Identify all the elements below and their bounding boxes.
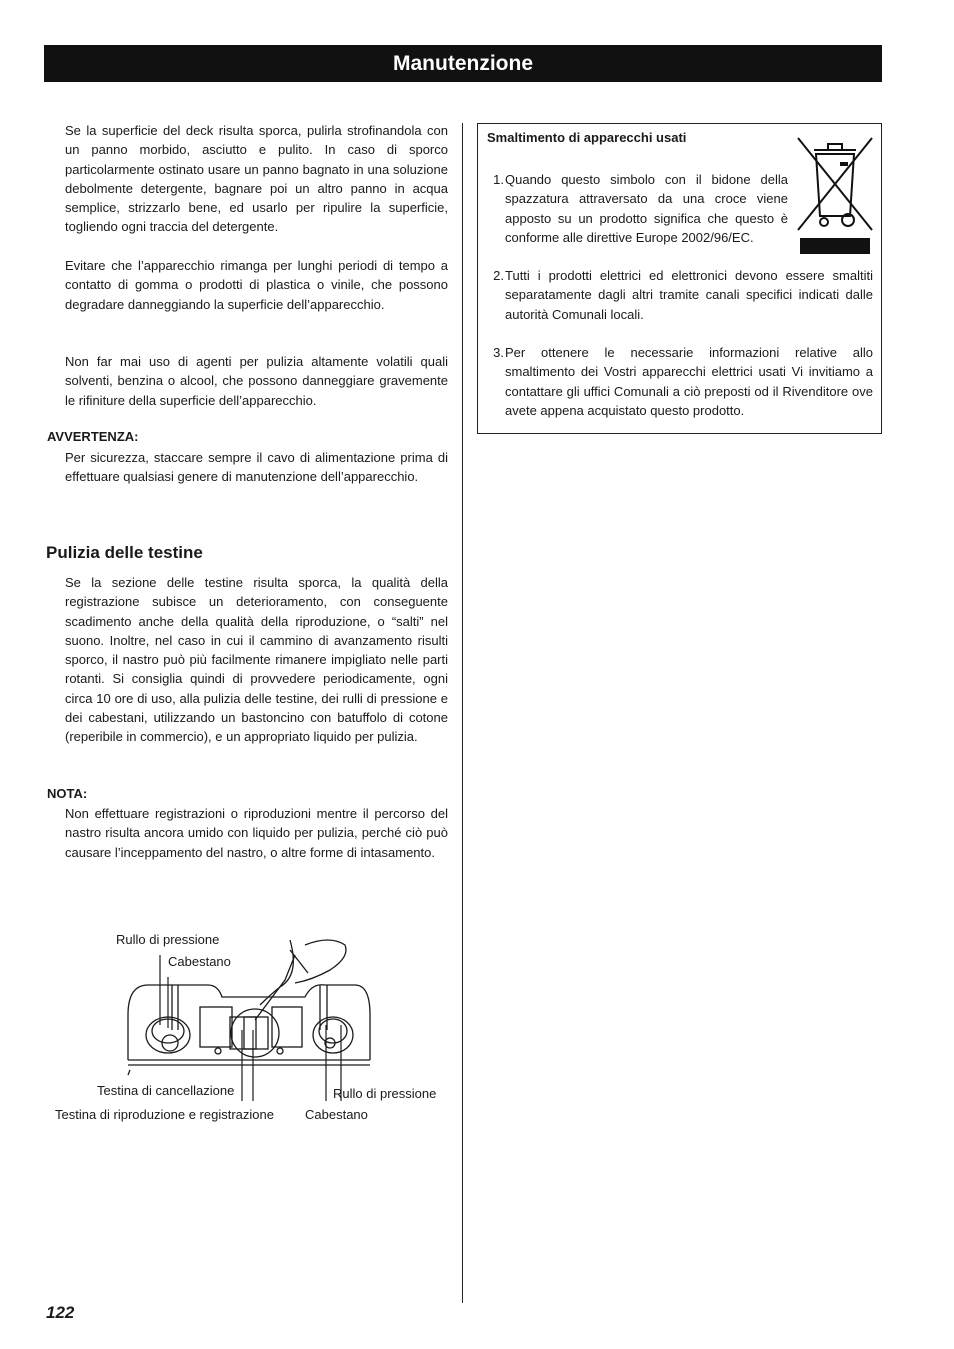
paragraph-rubber-contact: Evitare che l’apparecchio rimanga per lunghi periodi di tempo a contatto di gomma o prodotti di plastica o vinile, che possono degradare danneggiando la superficie dell’apparecchio. [65, 258, 448, 312]
page-title-bar [44, 45, 882, 82]
crossed-bin-icon [796, 136, 874, 256]
section-title-head-cleaning: Pulizia delle testine [46, 543, 203, 562]
warning-text: Per sicurezza, staccare sempre il cavo di alimentazione prima di effettuare qualsiasi genere di manutenzione dell’apparecchio. [65, 450, 448, 485]
page-number: 122 [46, 1303, 75, 1322]
disposal-item-2 [488, 266, 873, 326]
label-erase-head: Testina di cancellazione [97, 1083, 235, 1098]
disposal-item-3-text: Per ottenere le necessarie informazioni relative allo smaltimento dei Vostri apparecchi elettrici usati Vi invitiamo a contattare gli uffici Comunali a ciò preposti od il Rivenditore ove avete appena acquistato questo prodotto. [505, 345, 873, 418]
label-rec-play-head: Testina di riproduzione e registrazione [55, 1107, 274, 1122]
disposal-item-1-number: 1. [493, 172, 504, 187]
page-title: Manutenzione [393, 52, 533, 75]
disposal-title: Smaltimento di apparecchi usati [487, 130, 687, 145]
disposal-item-2-text: Tutti i prodotti elettrici ed elettronici devono essere smaltiti separatamente dagli altri tramite canali specifici indicati dalle autorità Comunali locali. [505, 268, 873, 322]
disposal-item-3-number: 3. [493, 345, 504, 360]
disposal-item-1 [488, 170, 788, 250]
warning-label: AVVERTENZA: [47, 429, 139, 444]
tape-head-diagram [50, 925, 460, 1130]
paragraph-surface-cleaning: Se la superficie del deck risulta sporca, pulirla strofinandola con un panno morbido, asciutto e pulito. In caso di sporco particolarmente ostinato usare un panno bagnato in una soluzione debolmente detergente, bagnare poi un altro panno in acqua semplice, strizzarlo bene, ed usarlo per ripulire la superficie, togliendo ogni traccia del detergente. [65, 123, 448, 235]
label-pinch-roller-right: Rullo di pressione [333, 1086, 437, 1101]
disposal-box [477, 123, 882, 434]
disposal-item-2-number: 2. [493, 268, 504, 283]
label-capstan-right: Cabestano [305, 1107, 368, 1122]
column-divider [462, 123, 463, 1303]
label-pinch-roller-left: Rullo di pressione [116, 932, 220, 947]
paragraph-volatile-agents: Non far mai uso di agenti per pulizia altamente volatili quali solventi, benzina o alcool, che possono danneggiare gravemente le rifiniture della superficie dell’apparecchio. [65, 354, 448, 408]
note-text: Non effettuare registrazioni o riproduzioni mentre il percorso del nastro risulta ancora umido con liquido per pulizia, perché ciò può causare l’inceppamento del nastro, o altre forme di intasamento. [65, 806, 448, 860]
note-label: NOTA: [47, 786, 88, 801]
disposal-item-3 [488, 343, 873, 423]
disposal-item-1-text: Quando questo simbolo con il bidone della spazzatura attraversato da una croce viene apposto su un prodotto significa che questo è conforme alle direttive Europe 2002/96/EC. [505, 172, 788, 245]
label-capstan-left: Cabestano [168, 954, 231, 969]
paragraph-head-cleaning: Se la sezione delle testine risulta sporca, la qualità della registrazione subisce un deterioramento, con conseguente scadimento anche della qualità della riproduzione, o “salti” nel suono. Inoltre, nel caso in cui il cammino di avanzamento risulti sporco, il nastro può più facilmente rimanere impigliato nelle parti rotanti. Si consiglia quindi di provvedere periodicamente, ogni circa 10 ore di uso, alla pulizia delle testine, dei rulli di pressione e dei cabestani, utilizzando un bastoncino con batuffolo di cotone (reperibile in commercio), e un appropriato liquido per pulizia. [65, 575, 448, 745]
